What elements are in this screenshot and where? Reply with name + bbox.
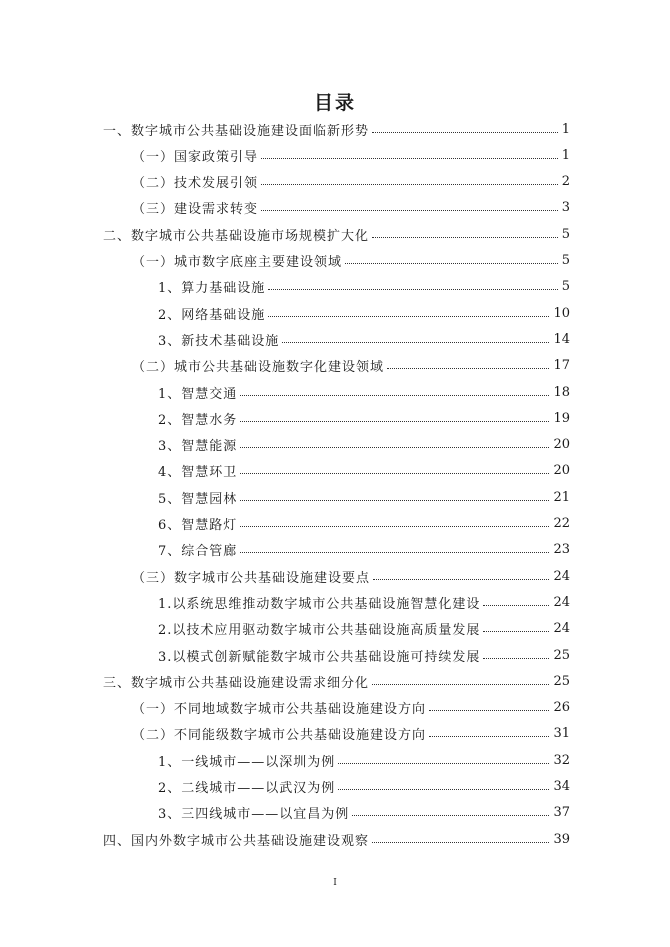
toc-entry[interactable] [158, 406, 570, 430]
toc-entry[interactable] [158, 433, 570, 457]
toc-entry[interactable] [158, 643, 570, 667]
toc-dot-leader [429, 736, 549, 737]
toc-page-number: 34 [553, 779, 570, 794]
toc-page-number: 3 [561, 200, 570, 216]
toc-dot-leader [240, 473, 549, 474]
toc-entry-label: （一）不同地域数字城市公共基础设施建设方向 [132, 702, 427, 718]
toc-dot-leader [261, 210, 558, 211]
toc-entry[interactable] [132, 722, 570, 746]
toc-entry[interactable] [158, 459, 570, 483]
toc-entry-label: （二）不同能级数字城市公共基础设施建设方向 [132, 728, 427, 744]
toc-entry[interactable] [103, 827, 570, 851]
toc-page-number: 26 [553, 700, 570, 716]
toc-dot-leader [345, 263, 558, 264]
toc-dot-leader [372, 842, 549, 843]
toc-dot-leader [240, 526, 549, 527]
toc-entry-label: 3、新技术基础设施 [158, 333, 280, 349]
toc-entry-label: 1、算力基础设施 [158, 281, 266, 297]
toc-entry[interactable] [132, 354, 570, 378]
toc-entry-label: 四、国内外数字城市公共基础设施建设观察 [103, 833, 370, 849]
toc-entry-label: （二）技术发展引领 [132, 176, 259, 192]
toc-dot-leader [338, 789, 549, 790]
toc-dot-leader [282, 342, 549, 343]
toc-page-number: 37 [553, 805, 570, 821]
toc-dot-leader [483, 631, 549, 632]
toc-entry[interactable] [158, 275, 570, 299]
toc-entry[interactable] [158, 775, 570, 799]
footer-page-number: I [333, 878, 337, 888]
toc-entry-label: 2.以技术应用驱动数字城市公共基础设施高质量发展 [158, 623, 481, 639]
toc-dot-leader [268, 289, 557, 290]
page-title: 目录 [313, 92, 356, 114]
toc-page-number: 20 [553, 463, 570, 479]
toc-dot-leader [373, 579, 549, 580]
toc-dot-leader [261, 184, 558, 185]
toc-entry[interactable] [158, 748, 570, 772]
toc-dot-leader [261, 158, 558, 159]
toc-page-number: 25 [553, 647, 570, 663]
toc-page-number: 39 [553, 831, 570, 847]
toc-page-number: 2 [561, 174, 570, 190]
toc-page-number: 21 [553, 489, 570, 505]
toc-entry-label: （一）国家政策引导 [132, 149, 259, 165]
toc-dot-leader [352, 815, 549, 816]
toc-entry-label: 2、二线城市——以武汉为例 [158, 781, 336, 796]
toc-entry-label: 1、一线城市——以深圳为例 [158, 754, 336, 770]
toc-page-number: 17 [553, 358, 570, 374]
toc-page-number: 24 [553, 594, 570, 610]
toc-entry[interactable] [132, 249, 570, 273]
toc-entry-label: 1、智慧交通 [158, 386, 238, 402]
toc-dot-leader [372, 684, 549, 685]
toc-entry-label: （三）建设需求转变 [132, 202, 259, 218]
toc-entry-label: （一）城市数字底座主要建设领域 [132, 255, 343, 270]
toc-entry[interactable] [158, 485, 570, 509]
toc-entry[interactable] [158, 301, 570, 325]
toc-entry-label: 3.以模式创新赋能数字城市公共基础设施可持续发展 [158, 649, 481, 665]
toc-dot-leader [483, 605, 549, 606]
toc-dot-leader [240, 552, 549, 553]
toc-entry-label: 2、智慧水务 [158, 412, 238, 428]
toc-entry-label: 7、综合管廊 [158, 544, 238, 560]
toc-entry-label: （三）数字城市公共基础设施建设要点 [132, 570, 371, 586]
toc-entry[interactable] [103, 669, 570, 693]
toc-dot-leader [387, 368, 549, 369]
toc-entry-label: 2、网络基础设施 [158, 307, 266, 323]
toc-page-number: 5 [561, 226, 570, 242]
toc-entry-label: 4、智慧环卫 [158, 465, 238, 481]
toc-page-number: 20 [553, 437, 570, 453]
toc-dot-leader [372, 132, 558, 133]
toc-page-number: 24 [553, 568, 570, 584]
toc-entry[interactable] [132, 170, 570, 194]
toc-dot-leader [483, 658, 549, 659]
toc-dot-leader [240, 421, 549, 422]
toc-dot-leader [240, 500, 549, 501]
toc-dot-leader [268, 316, 549, 317]
toc-page-number: 1 [561, 147, 570, 163]
toc-page-number: 32 [553, 752, 570, 768]
toc-entry[interactable] [158, 327, 570, 351]
toc-dot-leader [338, 763, 549, 764]
toc-entry[interactable] [158, 801, 570, 825]
toc-page-number: 10 [553, 305, 570, 321]
toc-entry[interactable] [158, 617, 570, 641]
toc-page-number: 18 [553, 384, 570, 400]
toc-entry-label: 3、三四线城市——以宜昌为例 [158, 807, 350, 823]
toc-entry[interactable] [103, 222, 570, 246]
toc-entry[interactable] [158, 538, 570, 562]
toc-entry-label: 1.以系统思维推动数字城市公共基础设施智慧化建设 [158, 596, 481, 612]
toc-entry[interactable] [132, 696, 570, 720]
toc-entry[interactable] [132, 564, 570, 588]
toc-page-number: 24 [553, 621, 570, 637]
toc-dot-leader [240, 395, 549, 396]
toc-entry[interactable] [158, 512, 570, 536]
toc-page-number: 5 [561, 253, 570, 268]
toc-entry-label: 5、智慧园林 [158, 491, 238, 507]
toc-entry-label: 3、智慧能源 [158, 439, 238, 455]
toc-entry[interactable] [132, 143, 570, 167]
toc-entry[interactable] [158, 590, 570, 614]
toc-page-number: 5 [561, 279, 570, 295]
toc-page-number: 31 [553, 726, 570, 742]
toc-dot-leader [240, 447, 549, 448]
toc-entry-label: 三、数字城市公共基础设施建设需求细分化 [103, 675, 370, 691]
toc-page-number: 22 [553, 516, 570, 531]
toc-entry[interactable] [103, 117, 570, 141]
toc-page-number: 19 [553, 410, 570, 426]
toc-page-number: 14 [553, 331, 570, 347]
toc-entry-label: 一、数字城市公共基础设施建设面临新形势 [103, 123, 370, 139]
toc-entry-label: （二）城市公共基础设施数字化建设领域 [132, 360, 385, 376]
toc-page-number: 25 [553, 673, 570, 689]
toc-dot-leader [429, 710, 549, 711]
toc-dot-leader [372, 237, 558, 238]
toc-page-number: 1 [561, 121, 570, 137]
toc-page-number: 23 [553, 542, 570, 558]
toc-entry[interactable] [158, 380, 570, 404]
toc-entry-label: 6、智慧路灯 [158, 518, 238, 533]
toc-entry[interactable] [132, 196, 570, 220]
toc-entry-label: 二、数字城市公共基础设施市场规模扩大化 [103, 228, 370, 244]
